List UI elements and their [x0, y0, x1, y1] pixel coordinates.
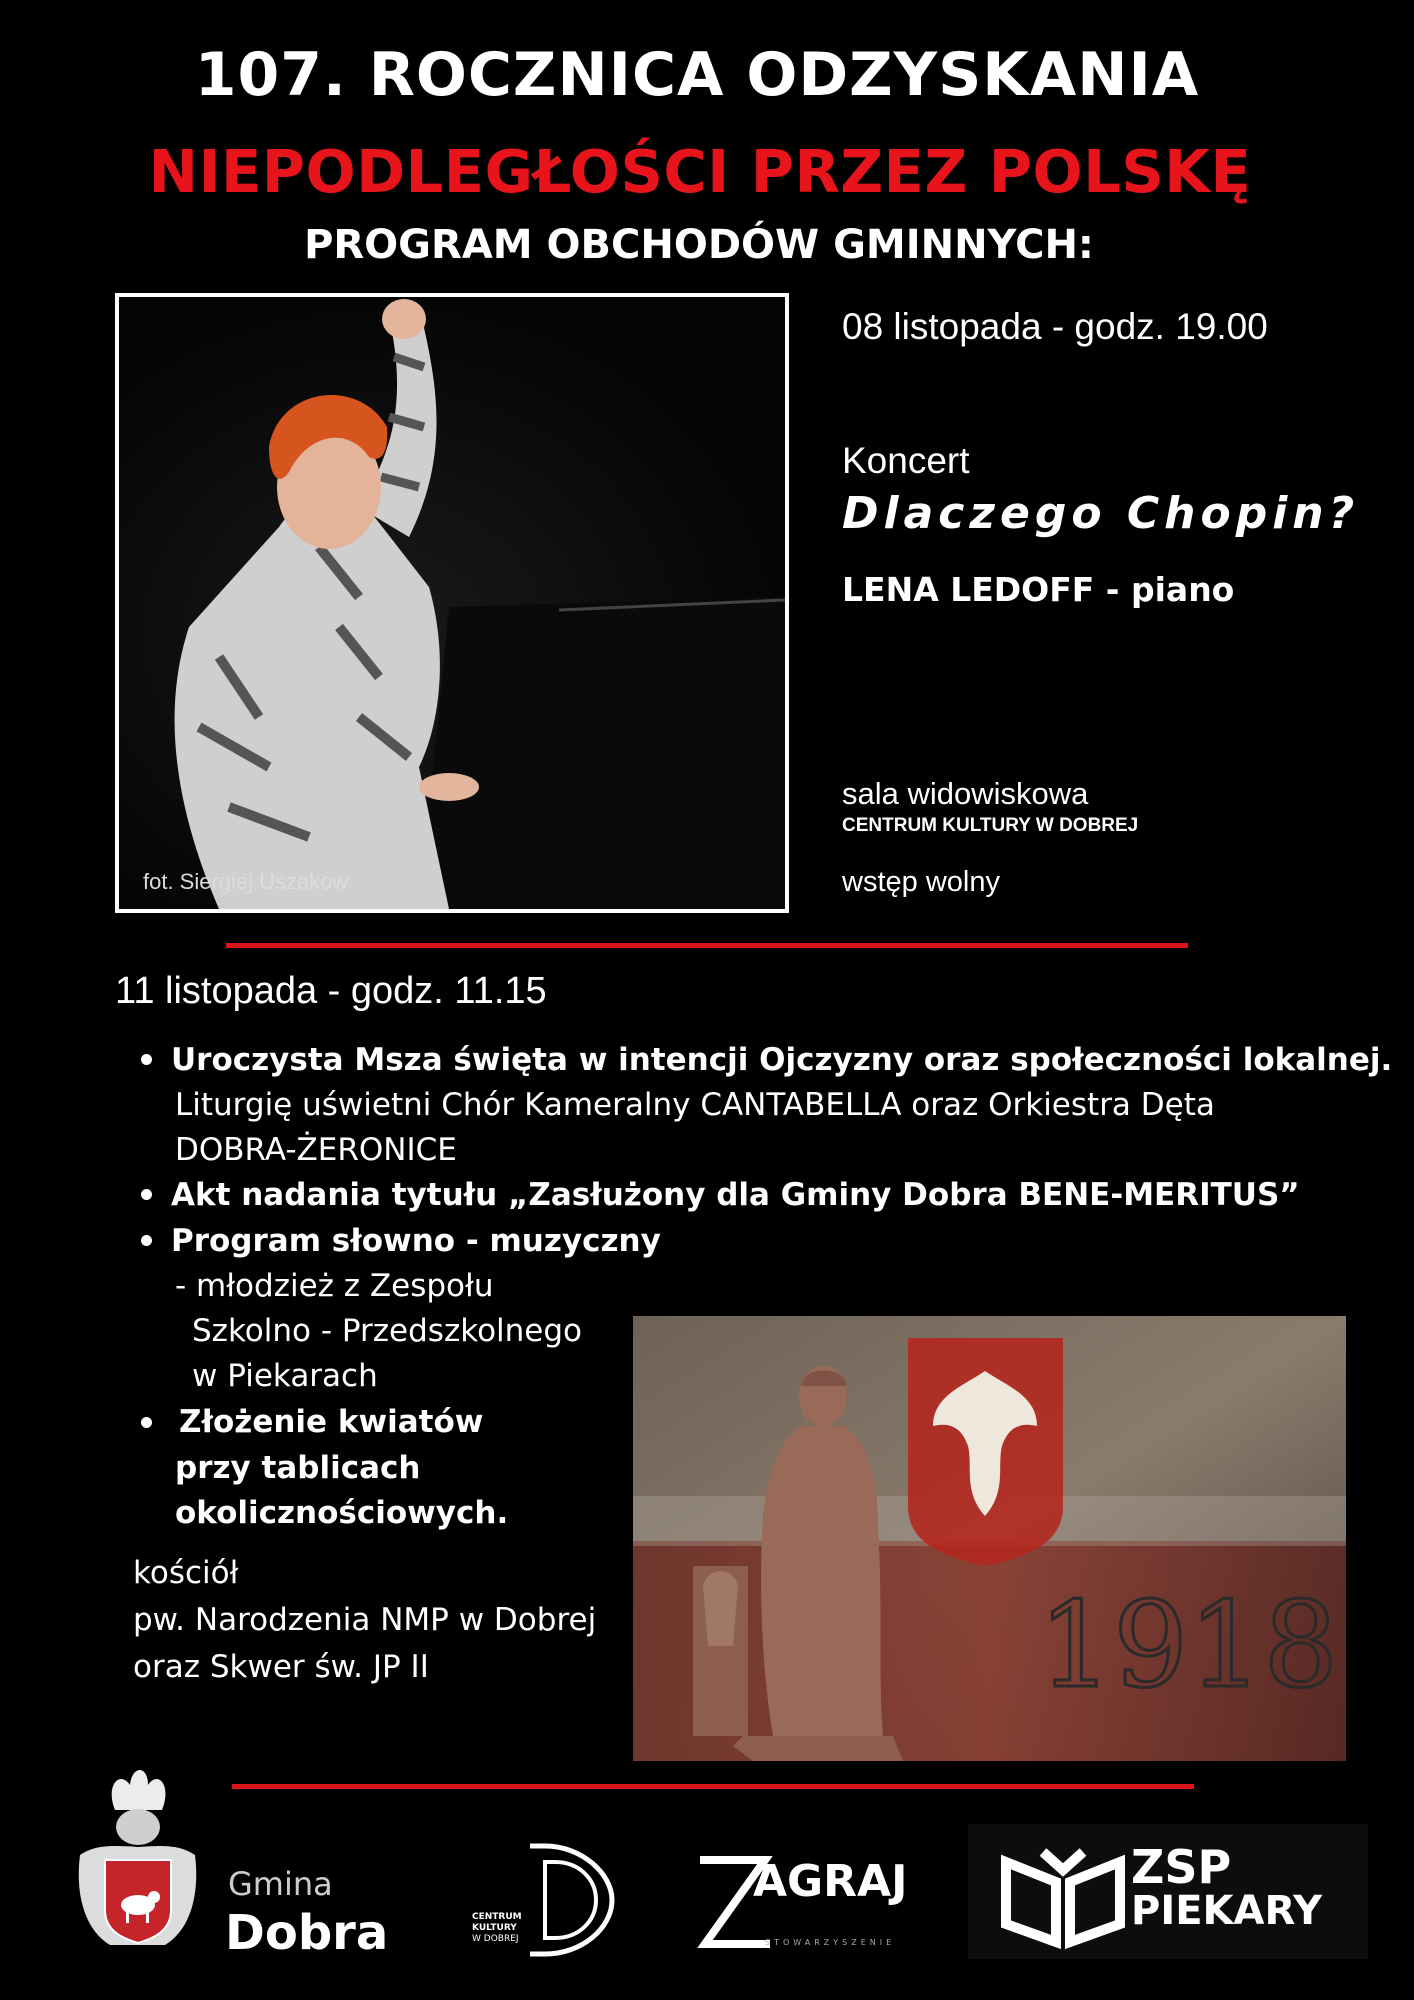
- book-icon: [998, 1842, 1128, 1952]
- item2-title: Akt nadania tytułu „Zasłużony dla Gminy Dobra BENE-MERITUS”: [171, 1177, 1300, 1213]
- item4-title-1: Złożenie kwiatów: [179, 1404, 484, 1440]
- monument-1918-image: [633, 1316, 1346, 1761]
- monument-illustration: [633, 1316, 1346, 1761]
- item1-detail-2: DOBRA-ŻERONICE: [175, 1132, 457, 1168]
- event1-venue: sala widowiskowa: [842, 776, 1089, 811]
- item4-title-2: przy tablicach: [175, 1450, 421, 1486]
- ck-line-2: KULTURY: [472, 1923, 517, 1933]
- title-line-1: 107. ROCZNICA ODZYSKANIA: [194, 40, 1200, 110]
- zsp-line-2: PIEKARY: [1131, 1888, 1323, 1934]
- item3-detail-2: Szkolno - Przedszkolnego: [192, 1313, 583, 1349]
- event1-title: Dlaczego Chopin?: [842, 488, 1360, 539]
- bullet-dot: [141, 1054, 152, 1065]
- event1-venue-org: CENTRUM KULTURY W DOBREJ: [842, 815, 1139, 836]
- item3-detail-1: - młodzież z Zespołu: [175, 1268, 494, 1304]
- ck-line-1: CENTRUM: [472, 1912, 522, 1922]
- divider-red-1: [226, 943, 1188, 948]
- pianist-photo: [115, 293, 789, 913]
- photo-credit: fot. Siergiej Uszakow: [143, 869, 349, 894]
- year-1918: 1918: [1038, 1576, 1339, 1714]
- event1-date: 08 listopada - godz. 19.00: [842, 306, 1268, 347]
- centrum-kultury-logo: [470, 1840, 620, 1960]
- bullet-dot: [141, 1189, 152, 1200]
- item3-detail-3: w Piekarach: [192, 1358, 378, 1394]
- event1-type: Koncert: [842, 440, 970, 481]
- zagraj-logo: [695, 1850, 925, 1960]
- item4-title-3: okolicznościowych.: [175, 1495, 509, 1531]
- zsp-piekary-logo: [968, 1824, 1368, 1959]
- item1-detail-1: Liturgię uświetni Chór Kameralny CANTABELLA oraz Orkiestra Dęta: [175, 1087, 1215, 1123]
- event2-date: 11 listopada - godz. 11.15: [115, 970, 547, 1012]
- event2-place-2: pw. Narodzenia NMP w Dobrej: [133, 1602, 597, 1638]
- pianist-illustration: [119, 297, 785, 909]
- ck-line-3: W DOBREJ: [472, 1934, 519, 1944]
- zsp-line-1: ZSP: [1131, 1840, 1232, 1894]
- event1-performer: LENA LEDOFF - piano: [842, 570, 1235, 609]
- title-line-2: NIEPODLEGŁOŚCI PRZEZ POLSKĘ: [148, 137, 1252, 206]
- event2-place-1: kościół: [133, 1555, 239, 1591]
- bullet-dot: [141, 1417, 152, 1428]
- gmina-label: Gmina: [228, 1865, 333, 1903]
- program-heading: PROGRAM OBCHODÓW GMINNYCH:: [304, 222, 1094, 268]
- gmina-name: Dobra: [225, 1905, 389, 1961]
- bullet-dot: [141, 1235, 152, 1246]
- event2-place-3: oraz Skwer św. JP II: [133, 1649, 429, 1685]
- zagraj-text: AGRAJ: [753, 1856, 908, 1907]
- event1-entry: wstęp wolny: [842, 866, 1000, 898]
- divider-red-2: [232, 1784, 1194, 1789]
- gmina-dobra-coat-of-arms: [70, 1765, 205, 1950]
- zagraj-sub: STOWARZYSZENIE: [765, 1938, 896, 1947]
- item1-title: Uroczysta Msza święta w intencji Ojczyzny oraz społeczności lokalnej.: [171, 1042, 1393, 1078]
- item3-title: Program słowno - muzyczny: [171, 1223, 661, 1259]
